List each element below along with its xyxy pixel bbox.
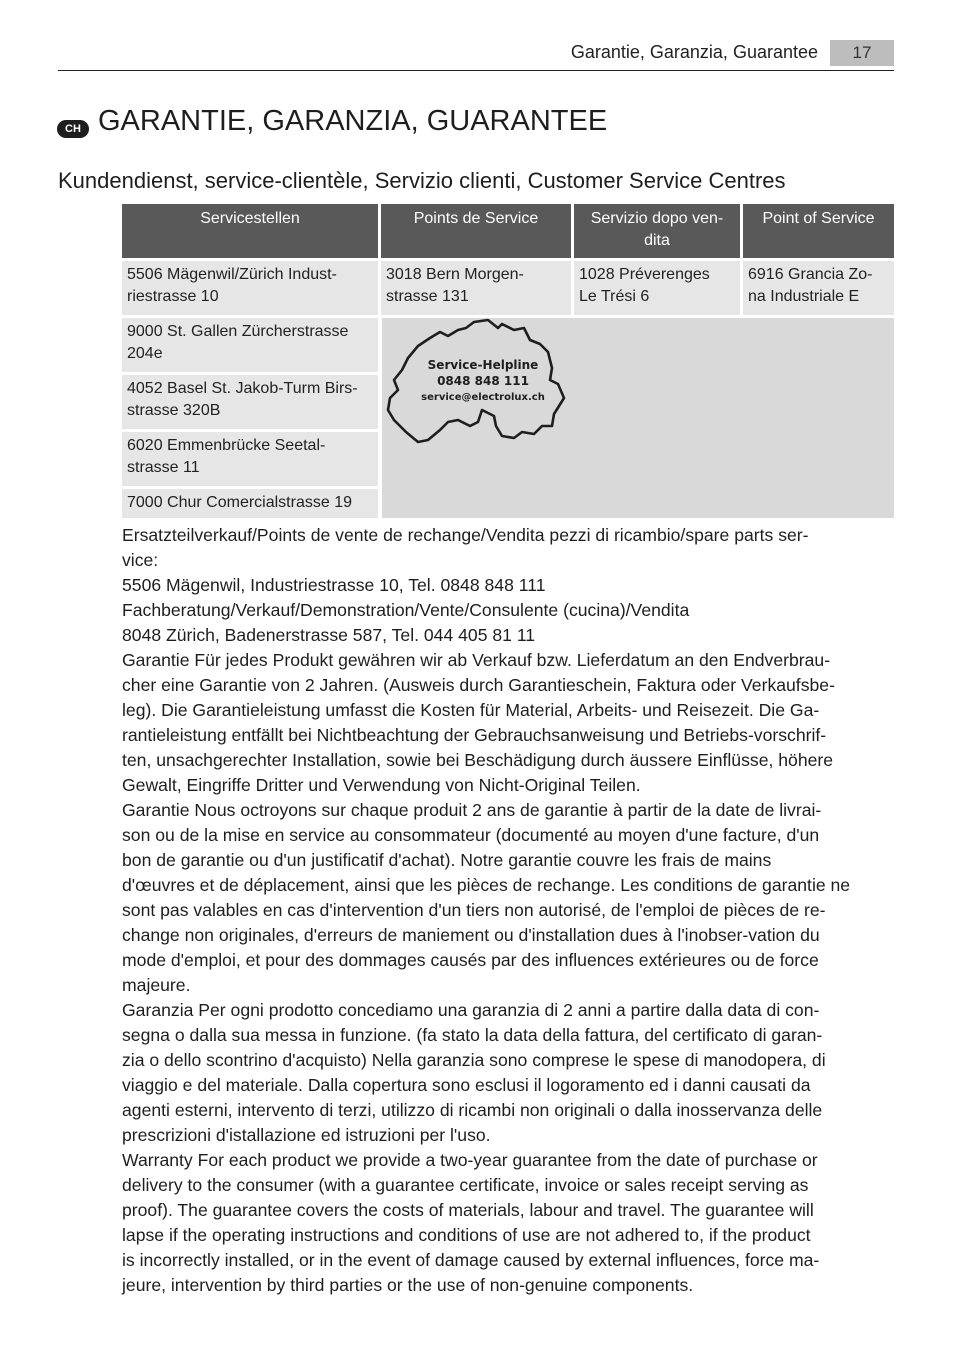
helpline-phone: 0848 848 111 (437, 374, 529, 388)
body-text-line: ten, unsachgerechter Installation, sowie bei Beschädigung durch äussere Einflüsse, höhere (122, 750, 834, 770)
body-text-line: Ersatzteilverkauf/Points de vente de rechange/Vendita pezzi di ricambio/spare parts ser- (122, 525, 809, 545)
body-text-line: leg). Die Garantieleistung umfasst die Kosten für Material, Arbeits- und Reisezeit. Die Ga- (122, 700, 820, 720)
page-title: GARANTIE, GARANZIA, GUARANTEE (98, 105, 608, 137)
table-cell (122, 318, 378, 372)
cell-line: 4052 Basel St. Jakob-Turm Birs- (127, 380, 358, 397)
cell-line: 6916 Grancia Zo- (748, 266, 873, 283)
body-text-line: Warranty For each product we provide a two-year guarantee from the date of purchase or (122, 1150, 818, 1170)
table-cell (574, 261, 740, 315)
switzerland-map-cell (382, 318, 894, 518)
body-text-line: change non originales, d'erreurs de maniement ou d'installation dues à l'inobser-vation du (122, 925, 820, 945)
table-header-cell (122, 204, 378, 258)
cell-line: 204e (127, 345, 163, 362)
cell-line: 7000 Chur Comercialstrasse 19 (127, 494, 352, 511)
helpline-label: Service-Helpline (427, 358, 539, 372)
body-text-line: majeure. (122, 975, 191, 995)
cell-line: strasse 131 (386, 288, 469, 305)
cell-line: 3018 Bern Morgen- (386, 266, 524, 283)
page-number: 17 (830, 40, 894, 66)
table-cell (122, 261, 378, 315)
body-text-line: cher eine Garantie von 2 Jahren. (Ausweis durch Garantieschein, Faktura oder Verkaufsbe- (122, 675, 835, 695)
body-text-line: is incorrectly installed, or in the event of damage caused by external influences, force ma- (122, 1250, 820, 1270)
body-text-line: sont pas valables en cas d'intervention d'un tiers non autorisé, de l'emploi de pièces de re- (122, 900, 826, 920)
table-cell (743, 261, 894, 315)
header-label: Servizio dopo ven- (590, 210, 724, 227)
body-text-line: 8048 Zürich, Badenerstrasse 587, Tel. 044 405 81 11 (122, 625, 536, 645)
cell-line: 1028 Préverenges (579, 266, 710, 283)
switzerland-map-icon (382, 318, 894, 518)
cell-line: strasse 11 (127, 459, 200, 476)
table-cell (122, 489, 378, 518)
body-text-line: Fachberatung/Verkauf/Demonstration/Vente/Consulente (cucina)/Vendita (122, 600, 690, 620)
table-header-cell (574, 204, 740, 258)
section-subtitle: Kundendienst, service-clientèle, Servizio clienti, Customer Service Centres (58, 168, 786, 193)
body-text-line: bon de garantie ou d'un justificatif d'achat). Notre garantie couvre les frais de mains (122, 850, 772, 870)
body-text-line: zia o dello scontrino d'acquisto) Nella garanzia sono comprese le spese di manodopera, di (122, 1050, 826, 1070)
body-text-line: Garantie Nous octroyons sur chaque produit 2 ans de garantie à partir de la date de livrai- (122, 800, 822, 820)
cell-line: na Industriale E (748, 288, 860, 305)
cell-line: strasse 320B (127, 402, 221, 419)
table-cell (122, 375, 378, 429)
header-rule (58, 70, 894, 71)
body-text-line: vice: (122, 550, 159, 570)
running-header-title: Garantie, Garanzia, Guarantee (570, 42, 818, 62)
body-text-line: rantieleistung entfällt bei Nichtbeachtung der Gebrauchsanweisung und Betriebs-vorschrif- (122, 725, 827, 745)
cell-line: Le Trési 6 (579, 288, 650, 305)
cell-line: 9000 St. Gallen Zürcherstrasse (127, 323, 349, 340)
cell-line: 6020 Emmenbrücke Seetal- (127, 437, 326, 454)
header-label: Servicestellen (200, 210, 300, 227)
body-text-line: prescrizioni d'istallazione ed istruzioni per l'uso. (122, 1125, 491, 1145)
warranty-text-block (122, 523, 894, 1298)
cell-line: riestrasse 10 (127, 288, 219, 305)
body-text-line: segna o dalla sua messa in funzione. (fa stato la data della fattura, del certificato di garan- (122, 1025, 823, 1045)
country-badge: CH (57, 120, 89, 138)
body-text-line: Garantie Für jedes Produkt gewähren wir ab Verkauf bzw. Lieferdatum an den Endverbrau- (122, 650, 831, 670)
header-label: Points de Service (413, 210, 539, 227)
header-label: dita (644, 232, 670, 249)
body-text-line: mode d'emploi, et pour des dommages causés par des influences extérieures ou de force (122, 950, 819, 970)
cell-line: 5506 Mägenwil/Zürich Indust- (127, 266, 337, 283)
header-label: Point of Service (762, 210, 875, 227)
body-text-line: lapse if the operating instructions and conditions of use are not adhered to, if the product (122, 1225, 811, 1245)
body-text-line: delivery to the consumer (with a guarantee certificate, invoice or sales receipt serving as (122, 1175, 809, 1195)
body-text-line: jeure, intervention by third parties or the use of non-genuine components. (122, 1275, 694, 1295)
body-text-line: 5506 Mägenwil, Industriestrasse 10, Tel. 0848 848 111 (122, 575, 546, 595)
table-cell (122, 432, 378, 486)
body-text-line: Gewalt, Eingriffe Dritter und Verwendung von Nicht-Original Teilen. (122, 775, 641, 795)
table-header-cell (743, 204, 894, 258)
body-text-line: son ou de la mise en service au consommateur (documenté au moyen d'une facture, d'un (122, 825, 820, 845)
table-header-cell (381, 204, 571, 258)
body-text-line: viaggio e del materiale. Dalla copertura sono esclusi il logoramento ed i danni causati da (122, 1075, 811, 1095)
body-text-line: d'œuvres et de déplacement, ainsi que les pièces de rechange. Les conditions de garantie ne (122, 875, 851, 895)
table-cell (381, 261, 571, 315)
body-text-line: proof). The guarantee covers the costs of materials, labour and travel. The guarantee will (122, 1200, 814, 1220)
service-centres-table (122, 204, 894, 518)
body-text-line: agenti esterni, intervento di terzi, utilizzo di ricambi non originali o dalla inosservanza delle (122, 1100, 823, 1120)
helpline-email: service@electrolux.ch (421, 392, 545, 403)
body-text-line: Garanzia Per ogni prodotto concediamo una garanzia di 2 anni a partire dalla data di con- (122, 1000, 820, 1020)
